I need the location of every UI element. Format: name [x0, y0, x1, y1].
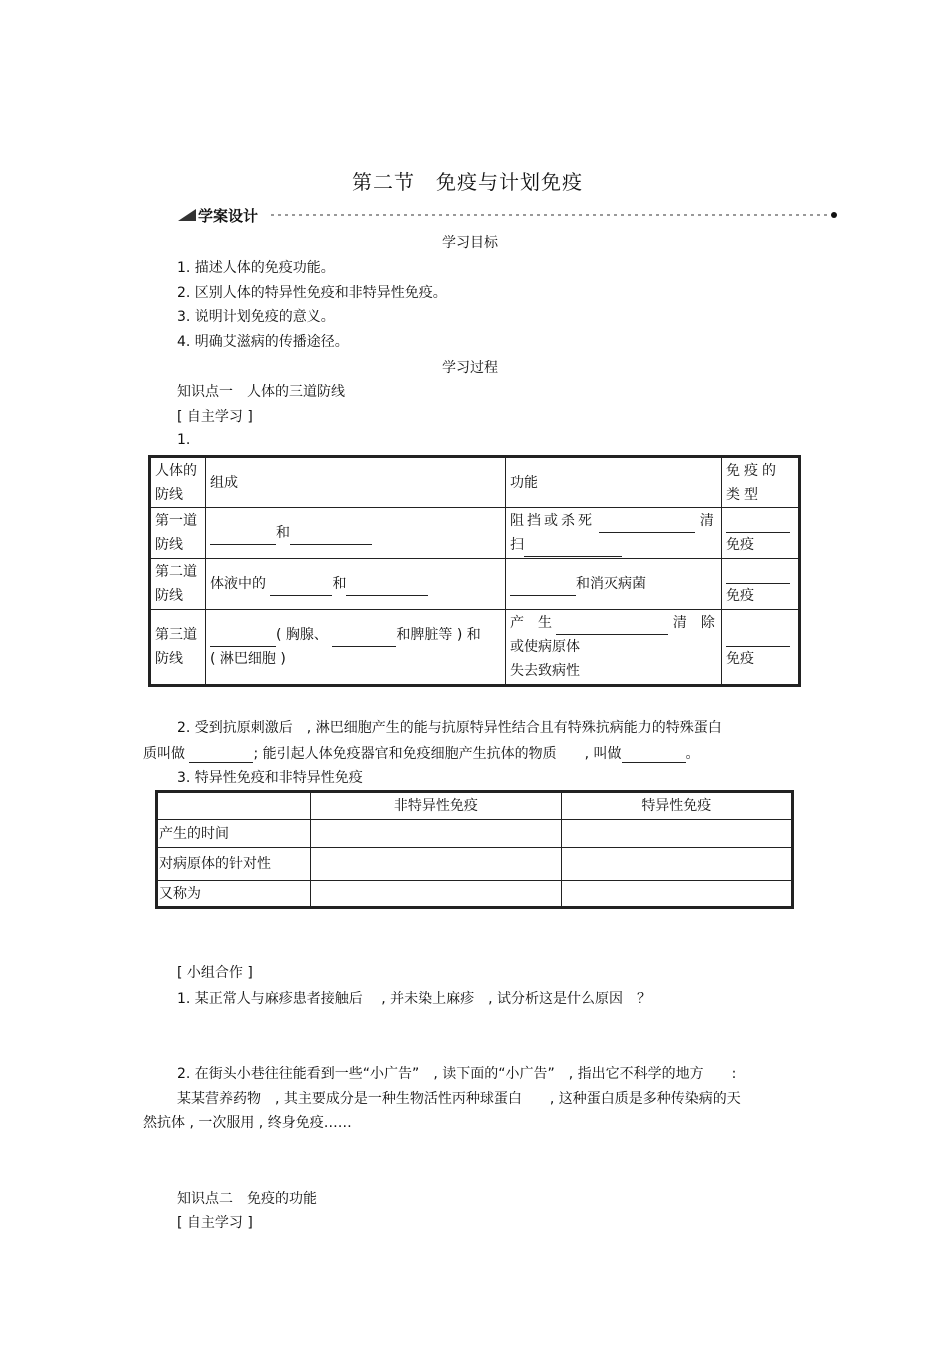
table-header: 组成 [206, 457, 506, 508]
cell-text: 清 [699, 513, 714, 529]
cell-text: 和 [332, 576, 347, 592]
table-header: 非特异性免疫 [311, 792, 561, 820]
table-row [150, 610, 800, 686]
cell-text: 或使病原体 [510, 639, 580, 655]
cell-text: ( 胸腺、 [276, 627, 328, 643]
table-row [157, 820, 793, 848]
blank-field[interactable] [726, 518, 790, 533]
defense-lines-table [148, 455, 801, 687]
blank-field[interactable] [510, 581, 576, 596]
answer-cell[interactable] [561, 848, 792, 881]
goal-item: 2. 区别人体的特异性免疫和非特异性免疫。 [177, 285, 447, 301]
banner-label: 学案设计 [198, 207, 259, 225]
function-cell [506, 610, 722, 686]
table-row [157, 881, 793, 908]
cell-text: 阻挡或杀死 [510, 513, 595, 529]
cell-text: 免疫 [726, 588, 754, 604]
blank-field[interactable] [599, 518, 695, 533]
blank-field[interactable] [622, 748, 686, 763]
composition-cell [206, 559, 506, 610]
row-label: 产生的时间 [157, 820, 311, 848]
goal-item: 1. 描述人体的免疫功能。 [177, 260, 335, 276]
group-question-2: 2. 在街头小巷往往能看到一些“小广告” , 读下面的“小广告” , 指出它不科学的地方 : [177, 1066, 737, 1082]
row-label: 又称为 [157, 881, 311, 908]
row-label: 第二道防线 [150, 559, 206, 610]
answer-cell[interactable] [561, 820, 792, 848]
blank-field[interactable] [556, 620, 668, 635]
question-text: 。 [685, 746, 700, 762]
composition-cell [206, 508, 506, 559]
row-label: 对病原体的针对性 [157, 848, 311, 881]
type-cell [722, 559, 800, 610]
blank-field[interactable] [189, 748, 253, 763]
cell-text: 失去致病性 [510, 663, 580, 679]
answer-cell[interactable] [311, 820, 561, 848]
blank-field[interactable] [524, 542, 622, 557]
answer-cell[interactable] [561, 881, 792, 908]
answer-cell[interactable] [311, 848, 561, 881]
blank-field[interactable] [346, 581, 428, 596]
type-cell [722, 508, 800, 559]
type-cell [722, 610, 800, 686]
goal-item: 3. 说明计划免疫的意义。 [177, 309, 335, 325]
page-title: 第二节 免疫与计划免疫 [352, 170, 583, 194]
composition-cell [206, 610, 506, 686]
cell-text: 免疫 [726, 651, 754, 667]
cell-text: 免疫 [726, 537, 754, 553]
knowledge-point-2: 知识点二 免疫的功能 [177, 1191, 317, 1207]
goals-heading: 学习目标 [442, 235, 498, 251]
blank-field[interactable] [290, 530, 372, 545]
row-label: 第一道防线 [150, 508, 206, 559]
question-text: 质叫做 [143, 746, 185, 762]
table-header [157, 792, 311, 820]
cell-text: 和脾脏等 ) 和 [396, 627, 481, 643]
process-heading: 学习过程 [442, 360, 498, 376]
table-header: 功能 [506, 457, 722, 508]
table-header: 免疫的类型 [722, 457, 800, 508]
function-cell [506, 508, 722, 559]
blank-field[interactable] [210, 632, 276, 647]
cell-text: 产 生 [510, 615, 552, 631]
cell-text: 体液中的 [210, 576, 266, 592]
table-header: 人体的防线 [150, 457, 206, 508]
blank-field[interactable] [332, 632, 396, 647]
self-study-label: [ 自主学习 ] [177, 409, 253, 425]
blank-field[interactable] [270, 581, 332, 596]
group-question-2-text: 然抗体 , 一次服用 , 终身免疫…… [143, 1115, 352, 1131]
group-question-1: 1. 某正常人与麻疹患者接触后 , 并未染上麻疹 , 试分析这是什么原因 ？ [177, 991, 652, 1007]
cell-text: 扫 [510, 537, 524, 553]
answer-cell[interactable] [311, 881, 561, 908]
cell-text: ( 淋巴细胞 ) [210, 651, 286, 667]
section-banner [176, 205, 838, 225]
banner-graphic [176, 205, 838, 225]
blank-field[interactable] [726, 569, 790, 584]
blank-field[interactable] [726, 632, 790, 647]
self-study-label: [ 自主学习 ] [177, 1215, 253, 1231]
question-text: ; 能引起人体免疫器官和免疫细胞产生抗体的物质 , 叫做 [253, 746, 622, 762]
question-2-line: 2. 受到抗原刺激后 , 淋巴细胞产生的能与抗原特异性结合且有特殊抗病能力的特殊蛋白 [177, 720, 722, 736]
table-row [150, 559, 800, 610]
question-2-line [143, 743, 700, 763]
goal-item: 4. 明确艾滋病的传播途径。 [177, 334, 349, 350]
cell-text: 清 除 [672, 615, 715, 631]
group-work-label: [ 小组合作 ] [177, 965, 253, 981]
question-3: 3. 特异性免疫和非特异性免疫 [177, 770, 363, 786]
row-label: 第三道防线 [150, 610, 206, 686]
cell-text: 和 [276, 525, 290, 541]
table-header: 特异性免疫 [561, 792, 792, 820]
blank-field[interactable] [210, 530, 276, 545]
cell-text: 和消灭病菌 [576, 576, 646, 592]
function-cell [506, 559, 722, 610]
table-row [150, 508, 800, 559]
immunity-comparison-table [155, 790, 794, 909]
group-question-2-text: 某某营养药物 , 其主要成分是一种生物活性丙种球蛋白 , 这种蛋白质是多种传染病的天 [177, 1091, 741, 1107]
table-row [157, 848, 793, 881]
question-number: 1. [177, 432, 191, 448]
knowledge-point-1: 知识点一 人体的三道防线 [177, 384, 345, 400]
